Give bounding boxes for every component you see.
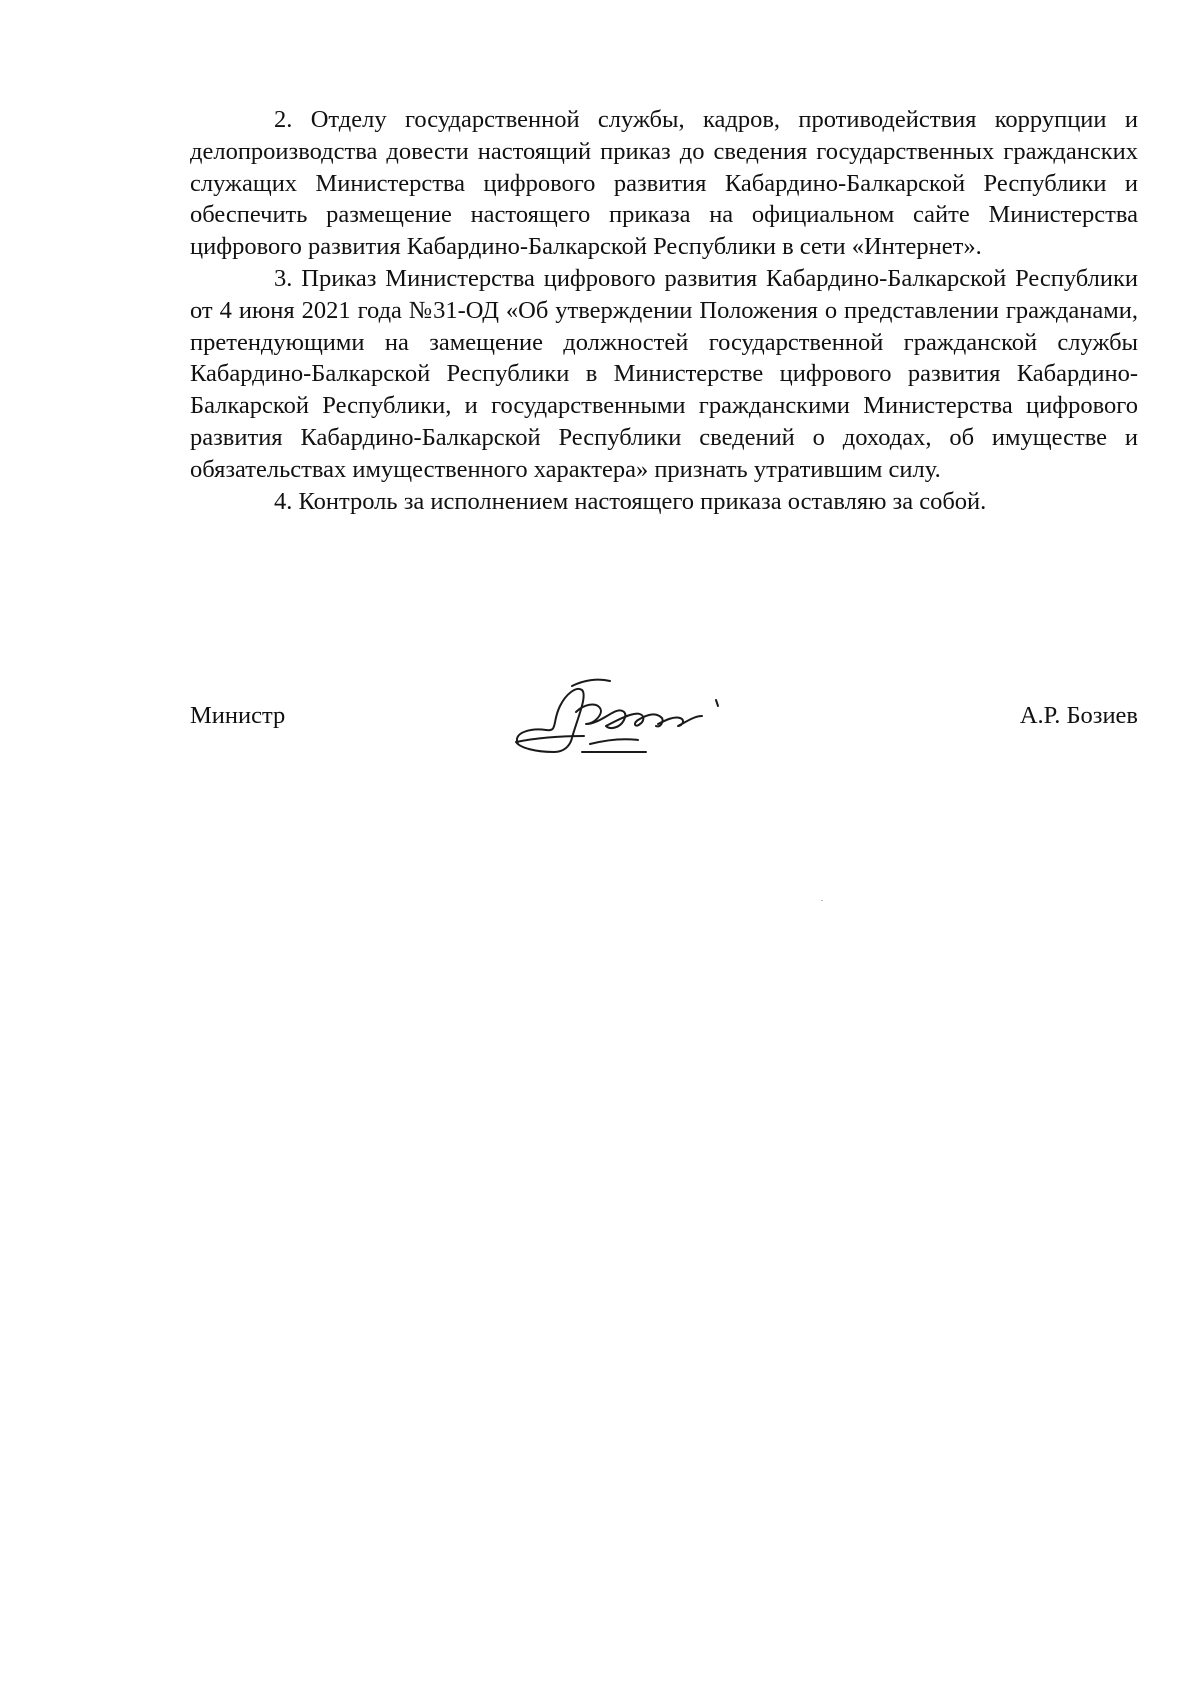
signature-block bbox=[190, 670, 1138, 780]
paragraph-4: 4. Контроль за исполнением настоящего приказа оставляю за собой. bbox=[274, 487, 987, 515]
signer-position: Министр bbox=[190, 702, 286, 729]
scan-speck bbox=[821, 900, 823, 901]
paragraph-3: 3. Приказ Министерства цифрового развития Кабардино-Балкарской Республики от 4 июня 2021 года №31-ОД «Об утверждении Положения о представлении гражданами, претендующими на замещение должностей государственной гражданской службы Кабардино-Балкарской Республики в Министерстве цифрового развития Кабардино-Балкарской Республики, и государственными гражданскими Министерства цифрового развития Кабардино-Балкарской Республики сведений о доходах, об имуществе и обязательствах имущественного характера» признать утратившим силу. bbox=[190, 264, 1138, 483]
signer-name: А.Р. Бозиев bbox=[1019, 702, 1138, 729]
document-body bbox=[190, 104, 1138, 517]
paragraph-2: 2. Отделу государственной службы, кадров, противодействия коррупции и делопроизводства довести настоящий приказ до сведения государственных гражданских служащих Министерства цифрового развития Кабардино-Балкарской Республики и обеспечить размещение настоящего приказа на официальном сайте Министерства цифрового развития Кабардино-Балкарской Республики в сети «Интернет». bbox=[190, 106, 1138, 261]
handwritten-signature bbox=[506, 666, 746, 766]
